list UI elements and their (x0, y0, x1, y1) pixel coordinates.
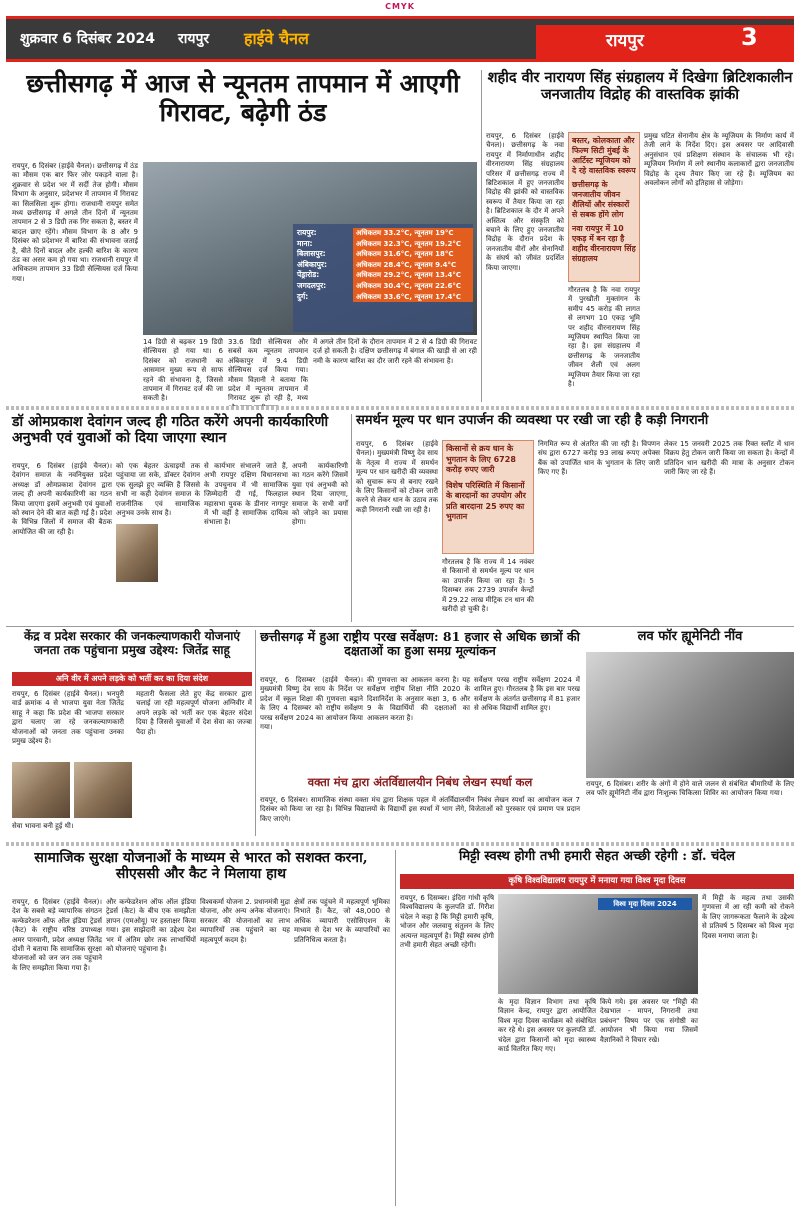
story-devangan-col4: अपनी कार्यकारिणी का गठन करेंगे जिसमें युवा एवं अनुभवी को स्थान दिया जाएगा, समाज के सभी वर्गों को जोड़ने का प्रयास होगा। (292, 462, 348, 527)
story-parakh-headline: छत्तीसगढ़ में हुआ राष्ट्रीय परख सर्वेक्षण: 81 हजार से अधिक छात्रों की दक्षताओं का हुआ समग्र मूल्यांकन (260, 629, 580, 659)
story-soil-col3: के मृदा विज्ञान विभाग तथा कृषि विज्ञान केन्द्र, रायपुर द्वारा आयोजित विश्व मृदा दिवस कार्यक्रम को संबोधित कर रहे थे। इस अवसर पर कुलपति डॉ. चंदेल द्वारा किसानों को मृदा स्वास्थ्य कार्ड वितरित किए गए। (498, 998, 596, 1054)
temperature-table (293, 224, 473, 332)
story-museum-col4: प्रमुख घटित सेनानीय क्षेत्र के म्यूजियम के निर्माण कार्य में तेजी लाने के निर्देश दिए। इस अवसर पर आदिवासी अनुसंधान एवं प्रशिक्षण संस्थान के संचालक भी रहे। म्यूजियम निर्माण में लगे स्थानीय कलाकारों द्वारा जनजातीय विद्रोह के दृश्य तैयार किए जा रहे हैं। म्यूजियम का अवलोकन लोगों को इतिहास से जोड़ेगा। (644, 132, 794, 188)
story-humanity-caption: रायपुर, 6 दिसंबर। शरीर के अंगों में होने वाले जलन से संबंधित बीमारियों के लिए लव फॉर ह्यूमेनिटी नींव द्वारा निःशुल्क चिकित्सा शिविर का आयोजन किया गया। (586, 780, 794, 798)
story-weather-col1: रायपुर, 6 दिसंबर (हाईवे चैनल)। छत्तीसगढ़ में ठंड का मौसम एक बार फिर जोर पकड़ने वाला है। शुक्रवार से प्रदेश भर में सर्दी तेज होगी। मौसम विभाग के अनुसार, प्रदेशभर में तापमान में गिरावट का सिलसिला शुरू होगा। राजधानी रायपुर समेत मध्य छत्तीसगढ़ में अगले तीन दिनों में न्यूनतम तापमान 2 से 3 डिग्री तक गिर सकता है, बस्तर में बादल छाए रहेंगे। मौसम विभाग के 8 और 9 दिसंबर को प्रदेशभर में बारिश की संभावना जताई है, बीते दिनों बादल और हल्की बारिश के कारण ठंड का असर कम हो गया था। राजधानी रायपुर में अधिकतम तापमान 33 डिग्री सेल्सियस दर्ज किया गया। (12, 162, 138, 283)
city-name: रायपुर: (297, 228, 317, 237)
edition-city-right: रायपुर (606, 31, 644, 51)
story-paddy-col2: गौरतलब है कि राज्य में 14 नवंबर से किसानों से समर्थन मूल्य पर धान का उपार्जन किया जा रहा है। 5 दिसम्बर तक 2739 उपार्जन केन्द्रों में 29.22 लाख मीट्रिक टन धान की खरीदी हो चुकी है। (442, 558, 534, 614)
story-soil-headline: मिट्टी स्वस्थ होगी तभी हमारी सेहत अच्छी रहेगी : डॉ. चंदेल (459, 849, 735, 864)
story-weather-col4: में अगले तीन दिनों के दौरान तापमान में 2 से 4 डिग्री की गिरावट दर्ज हो सकती है। दक्षिण छत्तीसगढ़ में बंगाल की खाड़ी से आ रही नमी के कारण बारिश का दौर जारी रहने की संभावना है। (313, 338, 477, 365)
story-cait-headline: सामाजिक सुरक्षा योजनाओं के माध्यम से भारत को सशक्त करना, सीएससी और कैट ने मिलाया हाथ (34, 850, 368, 883)
story-paddy-headline: समर्थन मूल्य पर धान उपार्जन की व्यवस्था पर रखी जा रही है कड़ी निगरानी (356, 413, 709, 428)
story-essay-headline: वक्ता मंच द्वारा अंतर्विद्यालयीन निबंध लेखन स्पर्धा कल (307, 775, 533, 789)
story-paddy-col1: रायपुर, 6 दिसंबर (हाईवे चैनल)। मुख्यमंत्री विष्णु देव साय के नेतृत्व में राज्य में समर्थन मूल्य पर धान खरीदी की व्यवस्था को सुचारू रूप से बनाए रखने के लिए किसानों को टोकन जारी करने से लेकर धान के उठाव तक कड़ी निगरानी रखी जा रही है। (356, 440, 438, 514)
temp-value: अधिकतम 28.4°C, न्यूनतम 9.4°C (356, 260, 457, 269)
soil-day-event-photo (498, 894, 698, 994)
city-name: माना: (297, 238, 313, 248)
story-soil-col1: रायपुर, 6 दिसम्बर। इंदिरा गांधी कृषि विश्वविद्यालय के कुलपति डॉ. गिरीश चंदेल ने कहा है कि मिट्टी हमारी कृषि, भोजन और जलवायु संतुलन के लिए अत्यन्त महत्वपूर्ण है। मिट्टी स्वस्थ होगी तभी हमारी सेहत अच्छी रहेगी। (400, 894, 494, 950)
story-sahu-col2: महतारी फैसला लेते हुए केंद्र सरकार द्वारा चलाई जा रही महत्वपूर्ण योजना अग्निवीर में अपने लड़के को भर्ती कर एक बेहतर संदेश दिया है जिससे युवाओं में देश सेवा का जज्बा पैदा हो। (136, 690, 252, 736)
story-essay-body: रायपुर, 6 दिसंबर। सामाजिक संस्था वक्ता मंच द्वारा शिक्षक पहल में अंतर्विद्यालयीन निबंध लेखन स्पर्धा का आयोजन कल 7 दिसंबर को किया जा रहा है। विभिन्न विद्यालयों के विद्यार्थी इस स्पर्धा में भाग लेंगे, विजेताओं को पुरस्कार एवं प्रमाण पत्र प्रदान किए जाएंगे। (260, 796, 580, 823)
city-name: बिलासपुर: (297, 249, 326, 259)
temp-value: अधिकतम 33.2°C, न्यूनतम 19°C (356, 229, 454, 237)
story-museum-headline: शहीद वीर नारायण सिंह संग्रहालय में दिखेगा ब्रिटिशकालीन जनजातीय विद्रोह की वास्तविक झांकी (487, 69, 793, 103)
highlight-item: छत्तीसगढ़ के जनजातीय जीवन शैलियों और संस्कारों से सबक होंगे लोग (572, 180, 630, 219)
highlight-item: किसानों से क्रय धान के भुगतान के लिए 6728 करोड़ रुपए जारी (446, 444, 516, 474)
column-divider (395, 850, 396, 1206)
story-soil-col4: किये गये। इस अवसर पर "मिट्टी की देखभाल - मापन, निगरानी तथा प्रबंधन" विषय पर एक संगोष्ठी का आयोजन भी किया गया जिसमें वैज्ञानिकों ने विचार रखे। (600, 998, 698, 1044)
issue-date: शुक्रवार 6 दिसंबर 2024 (20, 31, 155, 47)
story-paddy-col3: निगमित रूप से अंतरित की जा रही है। विपणन संघ द्वारा 6727 करोड़ 93 लाख रूपए अपेक्स बैंक को उपार्जित धान के भुगतान के लिए जारी किए गए हैं। (538, 440, 660, 477)
story-parakh-col1: रायपुर, 6 दिसम्बर (हाईवे चैनल)। मुख्यमंत्री विष्णु देव साय के निर्देश पर प्रदेश में स्कूल शिक्षा की गुणवत्ता बढ़ाने के लिए 4 दिसम्बर को राष्ट्रीय सर्वेक्षण परख सर्वेक्षण 2024 का आयोजन किया गया। (260, 676, 363, 732)
story-cait-col4: क्षेत्रों तक पहुंचने में महत्वपूर्ण भूमिका निभाते हैं। कैट, जो 48,000 से अधिक व्यापारी एसोसिएशन के माध्यम से देश भर के व्यापारियों का प्रतिनिधित्व करता है। (294, 898, 390, 944)
temp-cities (297, 228, 355, 302)
temp-value: अधिकतम 32.3°C, न्यूनतम 19.2°C (356, 239, 461, 248)
highlight-item: विशेष परिस्थिति में किसानों के बारदानों का उपयोग और प्रति बारदाना 25 रुपए का भुगतान (446, 480, 526, 521)
story-sahu-col3: सेवा भावना बनी हुई थी। (12, 822, 74, 830)
column-divider (481, 70, 482, 402)
story-soil-col2: में मिट्टी के महत्व तथा उसकी गुणवत्ता में आ रही कमी को रोकने के लिए जागरूकता फैलाने के उद्देश्य से प्रतिवर्ष 5 दिसम्बर को विश्व मृदा दिवस मनाया जाता है। (702, 894, 794, 940)
story-weather-headline: छत्तीसगढ़ में आज से न्यूनतम तापमान में आएगी गिरावट, बढ़ेगी ठंड (26, 69, 460, 127)
temp-value: अधिकतम 29.2°C, न्यूनतम 13.4°C (356, 271, 461, 280)
museum-highlight-box (568, 132, 640, 282)
story-weather-col3: 33.6 डिग्री सेल्सियस और सबसे कम न्यूनतम तापमान अंबिकापुर में 9.4 डिग्री सेल्सियस दर्ज किया गया। मौसम विज्ञानी ने बताया कि प्रदेश में न्यूनतम तापमान में गिरावट शुरू हो रही है, मध्य (228, 338, 308, 403)
masthead-banner (6, 16, 794, 62)
story-museum-col1: रायपुर, 6 दिसंबर (हाईवे चैनल)। छत्तीसगढ़ के नवा रायपुर में निर्माणाधीन शहीद वीरनारायण सिंह संग्रहालय परिसर में छत्तीसगढ़ राज्य में ब्रिटिशकाल में हुए जनजातीय विद्रोह की झांकी को वास्तविक स्वरूप में तैयार किया जा रहा है। ब्रिटिशकाल के दौर में अपने अस्तित्व और संस्कृति को बचाने के लिए हुए जनजातीय विद्रोह के दौरान प्रदेश के जनजातीय वीरों और सेनानियों के संघर्ष को जीवंत प्रदर्शित किया जाएगा। (486, 132, 564, 272)
story-devangan-headline: डॉ ओमप्रकाश देवांगन जल्द ही गठित करेंगे अपनी कार्यकारिणी अनुभवी एवं युवाओं को दिया जाएगा स्थान (12, 414, 329, 447)
story-soil-subhead: कृषि विश्वविद्यालय रायपुर में मनाया गया विश्व मृदा दिवस (400, 874, 794, 889)
newspaper-brand: हाईवे चैनल (244, 29, 309, 48)
story-parakh-col3: सर्वेक्षण परख राष्ट्रीय सर्वेक्षण 2024 में शामिल हुए। गौरतलब है कि इस बार परख सर्वेक्षण के अंतर्गत छत्तीसगढ़ में 81 हजार से अधिक विद्यार्थी शामिल हुए। (474, 676, 580, 713)
story-sahu-col1: रायपुर, 6 दिसंबर (हाईवे चैनल)। भनपुरी वार्ड क्रमांक 4 से भाजपा युवा नेता जितेंद्र साहू ने कहा कि प्रदेश की भाजपा सरकार द्वारा चलाए जा रहे जनकल्याणकारी योजनाओं को जनता तक पहुंचाना उनका प्रमुख उद्देश्य है। (12, 690, 124, 746)
edition-city-left: रायपुर (178, 31, 210, 47)
city-name: अंबिकापुर: (297, 259, 327, 269)
fog-street-photo (143, 162, 477, 335)
medical-camp-photo (586, 652, 794, 778)
story-cait-col1: रायपुर, 6 दिसंबर (हाईवे चैनल)। देश के सबसे बड़े व्यापारिक संगठन कन्फेडरेशन ऑफ ऑल इंडिया ट्रेडर्स (कैट) के राष्ट्रीय वरिष्ठ उपाध्यक्ष अमर पारवानी, प्रदेश अध्यक्ष जितेंद्र दोशी ने बताया कि सामाजिक सुरक्षा योजनाओं को जन जन तक पहुंचाने के लिए समझौता किया गया है। (12, 898, 102, 972)
story-paddy-col4: लेकर 15 जनवरी 2025 तक रिक्त स्लॉट में धान विक्रय हेतु टोकन जारी किया जा सकता है। केन्द्रों में प्रतिदिन धान खरीदी की मात्रा के अनुसार टोकन जारी किए जा रहे हैं। (664, 440, 794, 477)
story-humanity-headline: लव फॉर ह्यूमेनिटी नींव (637, 629, 743, 644)
page-number: 3 (741, 23, 758, 51)
story-devangan-col3: से कार्यभार संभालने जाते हैं, अभी रायपुर दक्षिण विधानसभा के उपचुनाव में भी सामाजिक जिम्मेदारी दी गई, फिलहाल महासभा युवक के डीनार नागपुर में भी वहीं है सामाजिक दायित्व संभाला है। (204, 462, 288, 527)
portrait-photo (116, 524, 158, 582)
city-name: पेंड्रारोड: (297, 270, 320, 280)
section-divider (6, 406, 794, 410)
cmyk-marker: CMYK (385, 2, 415, 11)
story-parakh-col2: की गुणवत्ता का आकलन करना है। यह सर्वेक्षण राष्ट्रीय शिक्षा नीति 2020 के दिशानिर्देश के अनुसार कक्षा 3, 6 और 9 के विद्यार्थियों की दक्षताओं का आकलन करता है। (367, 676, 470, 722)
story-sahu-headline: केंद्र व प्रदेश सरकार की जनकल्याणकारी योजनाएं जनता तक पहुंचाना प्रमुख उद्देश्य: जितेंद्र साहू (24, 629, 240, 657)
city-name: जगदलपुर: (297, 280, 327, 290)
temp-value: अधिकतम 30.4°C, न्यूनतम 22.6°C (356, 281, 461, 290)
highlight-item: नवा रायपुर में 10 एकड़ में बन रहा है शहीद वीरनारायण सिंह संग्रहालय (572, 224, 636, 263)
story-cait-col2: और कन्फेडरेशन ऑफ ऑल इंडिया ट्रेडर्स (कैट) के बीच एक समझौता ज्ञापन (एमओयू) पर हस्ताक्षर किया गया। इस साझेदारी का उद्देश्य देश भर में अंतिम छोर तक लाभार्थियों को योजनाएं पहुंचाना है। (106, 898, 196, 954)
temp-values (353, 228, 473, 302)
story-museum-col3: गौरतलब है कि नवा रायपुर में पुरखौती मुक्तांगन के समीप 45 करोड़ की लागत से लगभग 10 एकड़ भूमि पर शहीद वीरनारायण सिंह म्यूजियम स्थापित किया जा रहा है। इस संग्रहालय में छत्तीसगढ़ के जनजातीय जीवन शैली एवं अलग म्यूजियम तैयार किया जा रहा है। (568, 286, 640, 389)
temp-value: अधिकतम 31.6°C, न्यूनतम 18°C (356, 250, 454, 259)
story-devangan-col1: रायपुर, 6 दिसंबर (हाईवे चैनल)। देवांगन समाज के नवनियुक्त प्रदेश अध्यक्ष डॉ ओमप्रकाश देवांगन द्वारा जल्द ही अपनी कार्यकारिणी का गठन किया जाएगा इसमें अनुभवी एवं युवाओं को स्थान देने की बात कही गई है। प्रदेश के विभिन्न जिलों में समाज की बैठक आयोजित की जा रही है। (12, 462, 112, 536)
story-weather-col2: 14 डिग्री से बढ़कर 19 डिग्री सेल्सियस हो गया था। 6 दिसंबर को राजधानी का आसमान मुख्य रूप से साफ रहने की संभावना है, जिससे तापमान में गिरावट दर्ज की जा सकती है। (143, 338, 223, 403)
paddy-highlight-box (442, 440, 534, 554)
event-banner-text: विश्व मृदा दिवस 2024 (598, 898, 692, 910)
column-divider (255, 630, 256, 836)
portrait-photo (12, 762, 70, 818)
section-divider (6, 626, 794, 627)
city-name: दुर्ग: (297, 291, 309, 301)
column-divider (351, 414, 352, 622)
highlight-item: बस्तर, कोलकाता और फिल्म सिटी मुंबई के आर्टिस्ट म्यूजियम को दे रहे वास्तविक स्वरूप (572, 136, 636, 175)
family-photo (74, 762, 132, 818)
section-divider (6, 842, 794, 846)
story-devangan-col2: को एक बेहतर ऊंचाइयों तक पहुंचाया जा सके, डॉक्टर देवांगन एक सुलझे हुए व्यक्ति हैं जिससे सभी ना कही देवांगन समाज के राजनीतिक एवं सामाजिक अनुभव उनके साथ है। (116, 462, 200, 518)
story-sahu-subhead: अनि वीर में अपने लड़के को भर्ती कर का दिया संदेश (12, 672, 252, 686)
story-cait-col3: विश्वकर्मा योजना 2. प्रधानमंत्री मुद्रा योजना, और अन्य अनेक योजनाएं। सरकार की योजनाओं का लाभ व्यापारियों तक पहुंचाने का यह महत्वपूर्ण कदम है। (200, 898, 290, 944)
temp-value: अधिकतम 33.6°C, न्यूनतम 17.4°C (356, 292, 461, 301)
